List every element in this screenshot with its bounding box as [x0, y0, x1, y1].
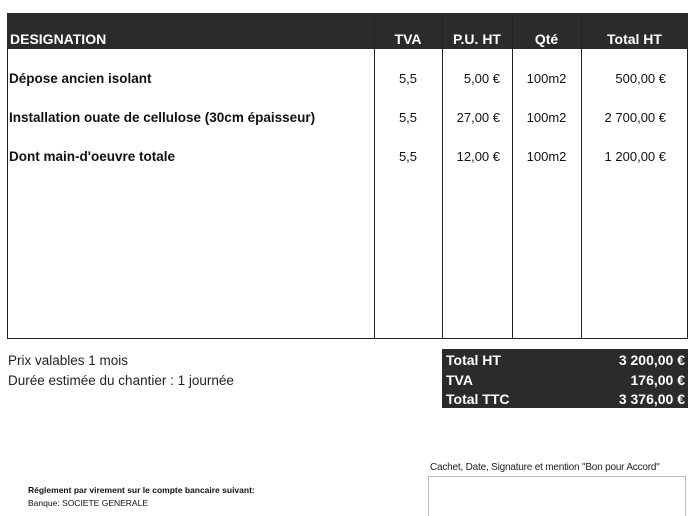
- signature-title: Cachet, Date, Signature et mention "Bon pour Accord": [430, 462, 660, 473]
- header-total-ht: Total HT: [607, 31, 662, 47]
- validity-note: Prix valables 1 mois: [8, 353, 129, 368]
- row-total-ht: 1 200,00 €: [604, 149, 666, 164]
- total-ttc-label: Total TTC: [446, 391, 510, 407]
- row-tva: 5,5: [398, 149, 418, 164]
- duration-note: Durée estimée du chantier : 1 journée: [8, 373, 234, 388]
- total-ht-label: Total HT: [446, 352, 501, 368]
- header-tva: TVA: [394, 31, 422, 47]
- row-qte: 100m2: [526, 149, 567, 164]
- row-designation: Installation ouate de cellulose (30cm épaisseur): [9, 110, 316, 125]
- column-divider: [442, 13, 443, 339]
- bank-name: Banque: SOCIETE GENERALE: [28, 498, 148, 508]
- header-designation: DESIGNATION: [10, 31, 107, 47]
- total-ht-value: 3 200,00 €: [618, 352, 685, 368]
- column-divider: [512, 13, 513, 339]
- header-pu-ht: P.U. HT: [453, 31, 501, 47]
- row-total-ht: 2 700,00 €: [604, 110, 666, 125]
- column-divider: [581, 13, 582, 339]
- row-pu-ht: 27,00 €: [456, 110, 500, 125]
- payment-title: Réglement par virement sur le compte bancaire suivant:: [28, 485, 255, 495]
- row-qte: 100m2: [526, 71, 567, 86]
- row-designation: Dépose ancien isolant: [9, 71, 152, 86]
- total-ttc-value: 3 376,00 €: [618, 391, 685, 407]
- row-total-ht: 500,00 €: [615, 71, 666, 86]
- row-pu-ht: 12,00 €: [456, 149, 500, 164]
- signature-box[interactable]: [428, 476, 686, 516]
- row-qte: 100m2: [526, 110, 567, 125]
- column-divider: [374, 13, 375, 339]
- tva-label: TVA: [446, 372, 473, 388]
- quote-table: [7, 13, 688, 339]
- row-tva: 5,5: [398, 71, 418, 86]
- tva-value: 176,00 €: [630, 372, 685, 388]
- row-tva: 5,5: [398, 110, 418, 125]
- row-designation: Dont main-d'oeuvre totale: [9, 149, 175, 164]
- header-qte: Qté: [534, 31, 559, 47]
- row-pu-ht: 5,00 €: [463, 71, 500, 86]
